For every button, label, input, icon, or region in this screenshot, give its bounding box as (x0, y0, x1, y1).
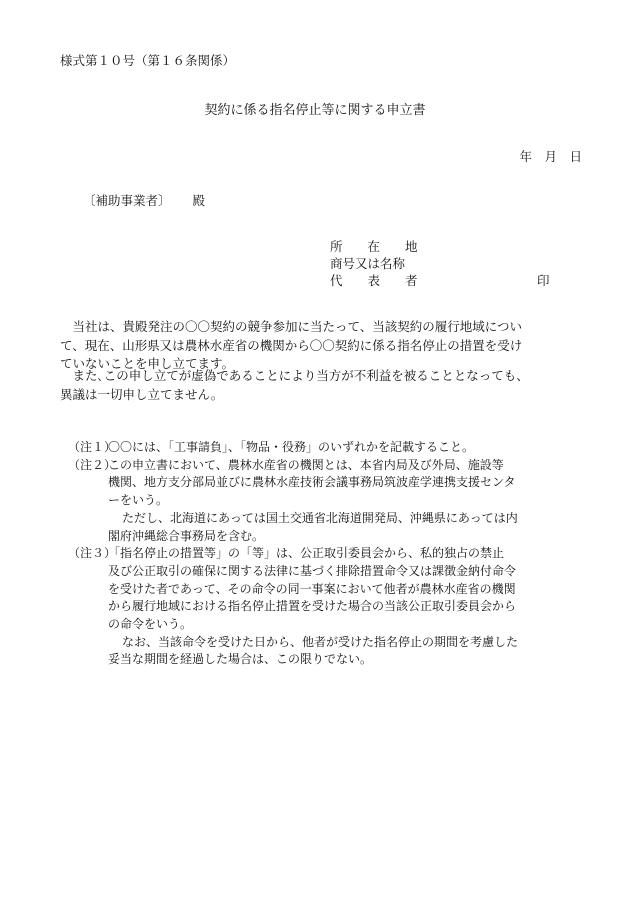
addressee (83, 193, 205, 209)
paragraph-line: 当社は、貴殿発注の〇〇契約の競争参加に当たって、当該契約の履行地域につい (60, 319, 523, 334)
note-label: （注１） (68, 440, 117, 454)
form-number: 様式第１０号（第１６条関係） (60, 53, 236, 68)
note-line: ーをいう。 (108, 493, 169, 508)
addressee-honorific: 殿 (192, 193, 206, 208)
note-body (108, 457, 588, 546)
representative-label: 代 表 者 (330, 273, 418, 288)
address-label: 所 在 地 (330, 239, 418, 254)
note-1 (68, 439, 588, 457)
paragraph-line: また､この申し立てが虚偽であることにより当方が不利益を被ることとなっても、 (60, 368, 529, 383)
applicant-block (330, 239, 418, 290)
note-line: 〇〇には、「工事請負」、「物品・役務」のいずれかを記載すること。 (108, 440, 475, 454)
addressee-name: 〔補助事業者〕 (83, 193, 171, 208)
note-label: （注２） (68, 457, 117, 472)
note-line: を受けた者であって、その命令の同一事案において他者が農林水産省の機関 (108, 581, 516, 596)
note-line: 妥当な期間を経過した場合は、この限りでない。 (108, 652, 373, 667)
note-line: 及び公正取引の確保に関する法律に基づく排除措置命令又は課徴金納付命令 (108, 563, 517, 578)
note-line: この申立書において、農林水産省の機関とは、本省内局及び外局、施設等 (108, 457, 504, 472)
company-name-label: 商号又は名称 (330, 256, 406, 271)
note-line: ただし、北海道にあっては国土交通省北海道開発局、沖縄県にあっては内 (122, 510, 518, 525)
paragraph-line: 異議は一切申し立てません。 (60, 386, 224, 402)
note-3 (68, 545, 588, 669)
note-line: 機関、地方支分部局並びに農林水産技術会議事務局筑波産学連携支援センタ (108, 475, 516, 490)
notes-section (68, 439, 588, 669)
note-line: 「指名停止の措置等」の「等」は、公正取引委員会から、私的独占の禁止 (108, 546, 505, 561)
declaration-paragraph (60, 318, 585, 374)
note-line: 閣府沖縄総合事務局を含む。 (108, 528, 265, 543)
note-line: から履行地域における指名停止措置を受けた場合の当該公正取引委員会から (108, 599, 517, 614)
note-body (108, 439, 588, 457)
no-objection-paragraph (60, 367, 585, 404)
document-title: 契約に係る指名停止等に関する申立書 (204, 103, 426, 118)
note-line: なお、当該命令を受けた日から、他者が受けた指名停止の期間を考慮した (122, 634, 519, 649)
note-label: （注３） (68, 546, 117, 561)
note-2 (68, 457, 588, 546)
seal-mark: 印 (537, 273, 550, 288)
paragraph-line: ていないことを申し立てます。 (60, 356, 235, 371)
note-body (108, 545, 588, 669)
date-line: 年 月 日 (519, 149, 582, 164)
paragraph-line: て、現在、山形県又は農林水産省の機関から〇〇契約に係る指名停止の措置を受け (60, 337, 523, 353)
note-line: の命令をいう。 (108, 617, 193, 632)
